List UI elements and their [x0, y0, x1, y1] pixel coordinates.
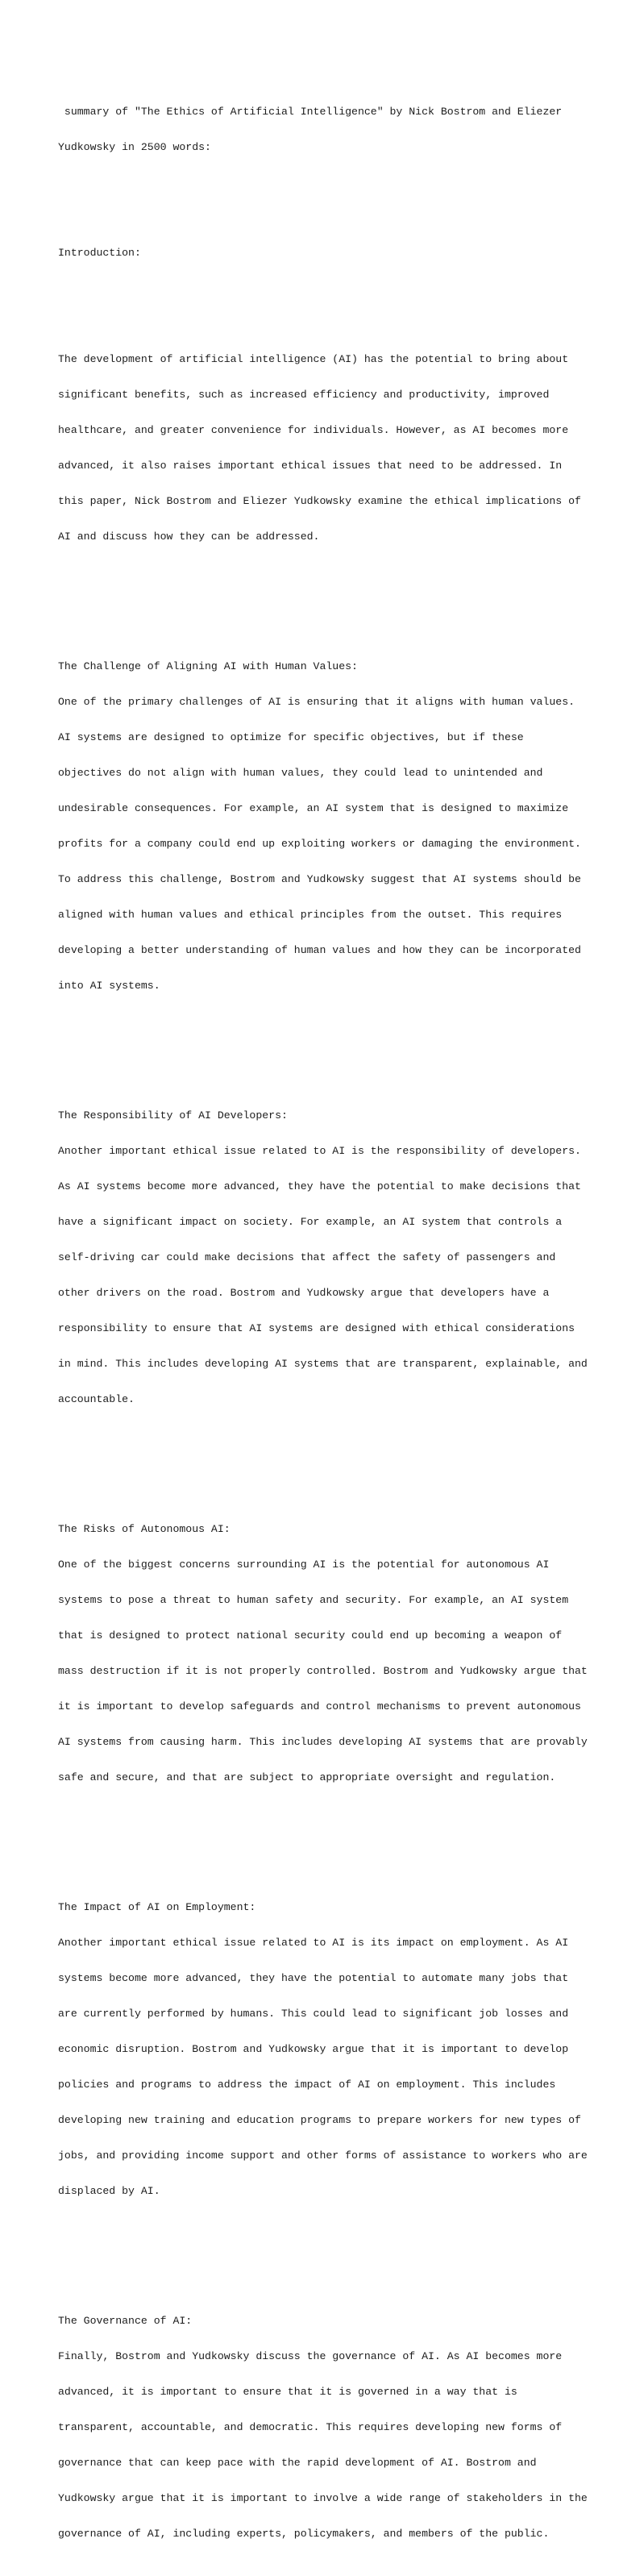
section-employment-impact — [58, 1879, 588, 2221]
text-line: it is important to develop safeguards and control mechanisms to prevent autonomous — [58, 1700, 581, 1713]
text-line: economic disruption. Bostrom and Yudkowsky argue that it is important to develop — [58, 2043, 569, 2056]
text-line: developing new training and education programs to prepare workers for new types of — [58, 2114, 581, 2127]
title-line: Yudkowsky in 2500 words: — [58, 140, 211, 153]
section-governance — [58, 2292, 588, 2564]
text-line: profits for a company could end up exploiting workers or damaging the environment. — [58, 838, 581, 851]
section-heading: The Impact of AI on Employment: — [58, 1901, 256, 1914]
text-line: self-driving car could make decisions that affect the safety of passengers and — [58, 1251, 556, 1264]
section-heading: The Challenge of Aligning AI with Human Values: — [58, 660, 358, 673]
text-line: To address this challenge, Bostrom and Yudkowsky suggest that AI systems should be — [58, 873, 581, 886]
text-line: that is designed to protect national security could end up becoming a weapon of — [58, 1629, 563, 1642]
text-line: into AI systems. — [58, 980, 160, 993]
text-line: Another important ethical issue related to AI is the responsibility of developers. — [58, 1145, 581, 1158]
intro-paragraph — [58, 331, 581, 567]
text-line: policies and programs to address the impact of AI on employment. This includes — [58, 2079, 556, 2091]
text-line: undesirable consequences. For example, an AI system that is designed to maximize — [58, 802, 569, 815]
text-line: One of the primary challenges of AI is ensuring that it aligns with human values. — [58, 696, 575, 709]
document-title — [58, 82, 574, 177]
text-line: The development of artificial intelligence (AI) has the potential to bring about — [58, 353, 569, 366]
text-line: Yudkowsky argue that it is important to involve a wide range of stakeholders in the — [58, 2492, 588, 2505]
text-line: healthcare, and greater convenience for individuals. However, as AI becomes more — [58, 424, 569, 437]
paragraph-gap — [58, 201, 574, 213]
text-line: have a significant impact on society. For example, an AI system that controls a — [58, 1216, 563, 1229]
text-line: aligned with human values and ethical principles from the outset. This requires — [58, 909, 563, 922]
text-line: mass destruction if it is not properly controlled. Bostrom and Yudkowsky argue that — [58, 1665, 588, 1678]
text-line: in mind. This includes developing AI systems that are transparent, explainable, and — [58, 1358, 588, 1371]
text-line: advanced, it is important to ensure that it is governed in a way that is — [58, 2386, 517, 2399]
text-line: this paper, Nick Bostrom and Eliezer Yudkowsky examine the ethical implications of — [58, 495, 581, 508]
text-line: systems become more advanced, they have the potential to automate many jobs that — [58, 1972, 569, 1985]
text-line: significant benefits, such as increased efficiency and productivity, improved — [58, 389, 550, 402]
text-line: As AI systems become more advanced, they have the potential to make decisions that — [58, 1180, 581, 1193]
intro-heading: Introduction: — [58, 247, 141, 260]
text-line: are currently performed by humans. This could lead to significant job losses and — [58, 2008, 569, 2020]
text-line: transparent, accountable, and democratic. This requires developing new forms of — [58, 2421, 563, 2434]
text-line: other drivers on the road. Bostrom and Yudkowsky argue that developers have a — [58, 1287, 550, 1300]
text-line: developing a better understanding of human values and how they can be incorporated — [58, 944, 581, 957]
text-line: AI and discuss how they can be addressed. — [58, 531, 320, 543]
title-line: summary of "The Ethics of Artificial Intelligence" by Nick Bostrom and Eliezer — [58, 105, 563, 118]
paragraph-gap — [58, 591, 574, 603]
text-line: Finally, Bostrom and Yudkowsky discuss the governance of AI. As AI becomes more — [58, 2350, 563, 2363]
section-heading: The Risks of Autonomous AI: — [58, 1523, 231, 1536]
section-heading: The Governance of AI: — [58, 2315, 193, 2328]
text-line: accountable. — [58, 1393, 135, 1406]
section-autonomous-ai-risks — [58, 1500, 588, 1808]
text-line: governance that can keep pace with the rapid development of AI. Bostrom and — [58, 2457, 537, 2470]
section-developer-responsibility — [58, 1087, 588, 1429]
text-line: AI systems are designed to optimize for specific objectives, but if these — [58, 731, 524, 744]
text-line: governance of AI, including experts, policymakers, and members of the public. — [58, 2528, 550, 2541]
text-line: displaced by AI. — [58, 2185, 160, 2198]
text-line: advanced, it also raises important ethical issues that need to be addressed. In — [58, 460, 563, 472]
text-line: AI systems from causing harm. This includes developing AI systems that are provably — [58, 1736, 588, 1749]
text-line: jobs, and providing income support and other forms of assistance to workers who are — [58, 2149, 588, 2162]
text-line: One of the biggest concerns surrounding AI is the potential for autonomous AI — [58, 1559, 550, 1571]
text-line: safe and secure, and that are subject to appropriate oversight and regulation. — [58, 1771, 556, 1784]
paragraph-gap — [58, 1039, 574, 1051]
paragraph-gap — [58, 1453, 574, 1465]
text-line: objectives do not align with human values, they could lead to unintended and — [58, 767, 543, 780]
text-line: systems to pose a threat to human safety and security. For example, an AI system — [58, 1594, 569, 1607]
section-aligning-values — [58, 638, 581, 1016]
paragraph-gap — [58, 283, 574, 295]
text-line: Another important ethical issue related to AI is its impact on employment. As AI — [58, 1937, 569, 1950]
paragraph-gap — [58, 1831, 574, 1843]
text-line: responsibility to ensure that AI systems are designed with ethical considerations — [58, 1322, 575, 1335]
paragraph-gap — [58, 2245, 574, 2257]
document-page — [58, 59, 588, 2576]
section-heading: The Responsibility of AI Developers: — [58, 1109, 288, 1122]
